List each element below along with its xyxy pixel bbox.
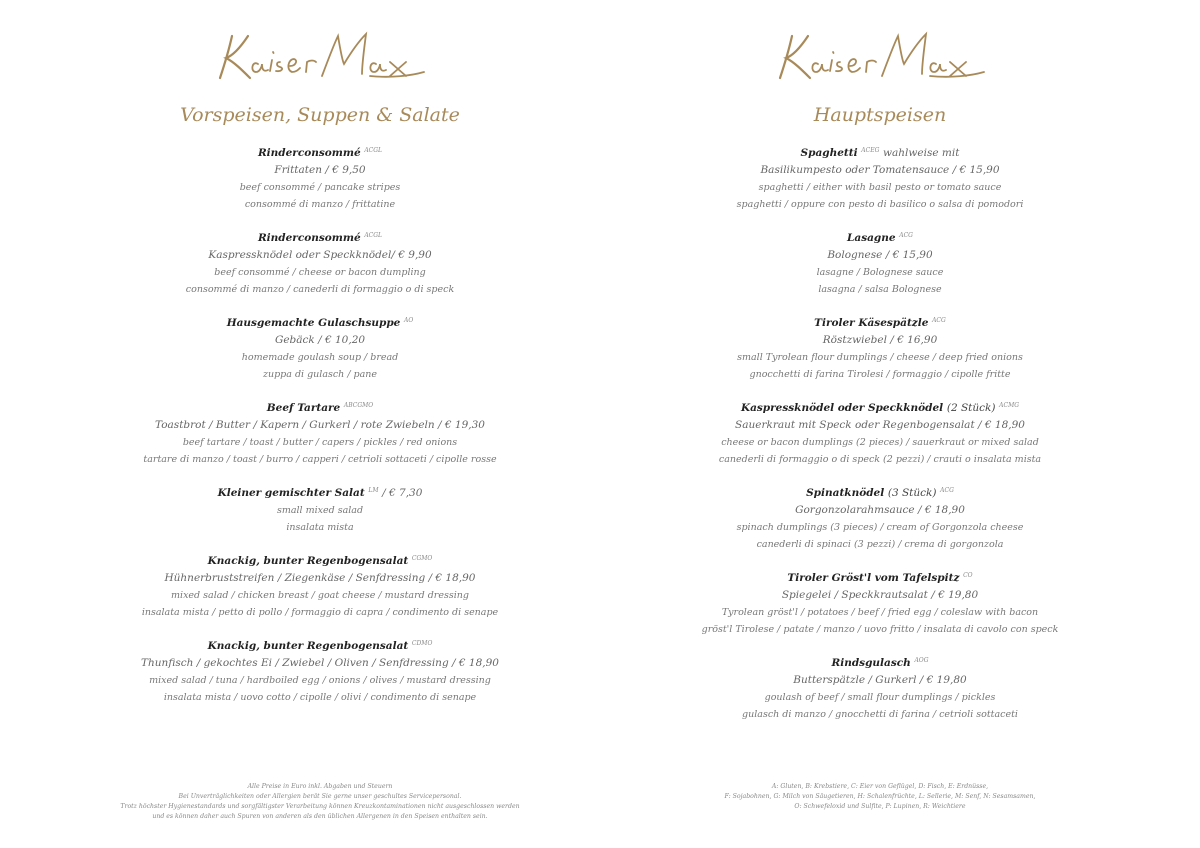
dish-description-de: Frittaten / € 9,50 xyxy=(274,164,366,176)
dish-description-en: lasagne / Bolognese sauce xyxy=(816,267,944,278)
dish-heading xyxy=(600,567,1160,587)
dish-description-de: Gebäck / € 10,20 xyxy=(274,334,366,346)
allergen-codes: AOG xyxy=(914,657,929,664)
allergen-legend xyxy=(600,782,1160,812)
dish-description-it: gröst'l Tirolese / patate / manzo / uovo fritto / insalata di cavolo con speck xyxy=(701,624,1059,635)
allergen-codes: ACG xyxy=(899,232,913,239)
menu-item xyxy=(600,567,1160,638)
price-allergy-notice xyxy=(40,782,600,822)
dish-description-de: Basilikumpesto oder Tomatensauce / € 15,90 xyxy=(760,164,1000,176)
dish-description-en: mixed salad / chicken breast / goat cheese / mustard dressing xyxy=(171,590,469,601)
dish-description-de: Toastbrot / Butter / Kapern / Gurkerl / rote Zwiebeln / € 19,30 xyxy=(155,419,485,431)
dish-description-en: Tyrolean gröst'l / potatoes / beef / fried egg / coleslaw with bacon xyxy=(721,607,1039,618)
allergen-codes: ACGL xyxy=(364,232,383,239)
allergen-codes: ABCGMO xyxy=(343,402,374,409)
dish-name: Rindsgulasch xyxy=(831,657,911,669)
dish-heading xyxy=(600,397,1160,417)
dish-description-de: Sauerkraut mit Speck oder Regenbogensalat / € 18,90 xyxy=(735,419,1025,431)
allergen-codes: CO xyxy=(963,572,973,579)
dish-name: Spinatknödel xyxy=(806,487,885,499)
footer-line: Bei Unverträglichkeiten oder Allergien berät Sie gerne unser geschultes Servicepersonal. xyxy=(178,793,462,800)
dish-description-it: consommé di manzo / frittatine xyxy=(244,199,396,210)
allergen-codes: CGMO xyxy=(411,555,433,562)
menu-item xyxy=(600,397,1160,468)
footer-line: F: Sojabohnen, G: Milch von Säugetieren, H: Schalenfrüchte, L: Sellerie, M: Senf, N: Sesamsamen, xyxy=(724,793,1036,800)
dish-suffix: wahlweise mit xyxy=(883,147,960,159)
dish-description-en: goulash of beef / small flour dumplings / pickles xyxy=(764,692,996,703)
menu-item xyxy=(40,397,600,468)
dish-name: Spaghetti xyxy=(800,147,858,159)
mains-list xyxy=(600,142,1160,723)
menu-item xyxy=(600,227,1160,298)
dish-description-de: Spiegelei / Speckkrautsalat / € 19,80 xyxy=(781,589,979,601)
footer-line: Alle Preise in Euro inkl. Abgaben und Steuern xyxy=(247,783,393,790)
dish-heading xyxy=(40,482,600,502)
dish-description-de: Hühnerbruststreifen / Ziegenkäse / Senfdressing / € 18,90 xyxy=(164,572,476,584)
allergen-codes: ACGL xyxy=(364,147,383,154)
dish-heading xyxy=(600,312,1160,332)
dish-description-de: Kaspressknödel oder Speckknödel/ € 9,90 xyxy=(208,249,432,261)
dish-heading xyxy=(600,482,1160,502)
allergen-codes: AO xyxy=(404,317,414,324)
dish-heading xyxy=(40,312,600,332)
starters-list xyxy=(40,142,600,706)
dish-description-it: insalata mista / uovo cotto / cipolle / olivi / condimento di senape xyxy=(163,692,477,703)
dish-heading xyxy=(40,397,600,417)
dish-heading xyxy=(40,550,600,570)
dish-description-it: insalata mista xyxy=(286,522,354,533)
dish-name: Lasagne xyxy=(847,232,896,244)
dish-description-en: beef consommé / pancake stripes xyxy=(239,182,401,193)
dish-name: Tiroler Gröst'l vom Tafelspitz xyxy=(787,572,960,584)
dish-name: Knackig, bunter Regenbogensalat xyxy=(207,640,409,652)
dish-description-en: small Tyrolean flour dumplings / cheese / deep fried onions xyxy=(737,352,1023,363)
allergen-codes: ACG xyxy=(940,487,954,494)
dish-description-it: spaghetti / oppure con pesto di basilico o salsa di pomodori xyxy=(736,199,1024,210)
allergen-codes: CDMO xyxy=(411,640,433,647)
allergen-codes: ACG xyxy=(932,317,946,324)
section-title-mains: Hauptspeisen xyxy=(813,104,947,126)
dish-name: Rinderconsommé xyxy=(257,232,361,244)
dish-description-it: tartare di manzo / toast / burro / capperi / cetrioli sottaceti / cipolle rosse xyxy=(143,454,497,465)
dish-name: Kleiner gemischter Salat xyxy=(217,487,365,499)
menu-item xyxy=(600,312,1160,383)
kaisermax-logo xyxy=(40,24,600,86)
dish-description-it: canederli di spinaci (3 pezzi) / crema di gorgonzola xyxy=(756,539,1004,550)
menu-item xyxy=(40,227,600,298)
dish-name: Beef Tartare xyxy=(266,402,341,414)
footer-line: O: Schwefeloxid und Sulfite, P: Lupinen, R: Weichtiere xyxy=(794,803,966,810)
menu-item xyxy=(40,550,600,621)
dish-description-en: homemade goulash soup / bread xyxy=(241,352,399,363)
dish-heading xyxy=(600,652,1160,672)
dish-description-it: zuppa di gulasch / pane xyxy=(262,369,378,380)
menu-item xyxy=(600,652,1160,723)
footer-line: A: Gluten, B: Krebstiere, C: Eier von Geflügel, D: Fisch, E: Erdnüsse, xyxy=(771,783,989,790)
dish-description-it: lasagna / salsa Bolognese xyxy=(818,284,942,295)
menu-item xyxy=(600,142,1160,213)
menu-item xyxy=(40,635,600,706)
dish-name: Hausgemachte Gulaschsuppe xyxy=(226,317,401,329)
dish-quantity: (2 Stück) xyxy=(946,402,996,414)
dish-description-it: canederli di formaggio o di speck (2 pezzi) / crauti o insalata mista xyxy=(718,454,1042,465)
dish-description-en: beef consommé / cheese or bacon dumpling xyxy=(214,267,426,278)
dish-description-it: consommé di manzo / canederli di formaggio o di speck xyxy=(185,284,455,295)
allergen-codes: ACEG xyxy=(861,147,880,154)
dish-description-en: beef tartare / toast / butter / capers / pickles / red onions xyxy=(182,437,458,448)
dish-description-de: Bolognese / € 15,90 xyxy=(827,249,933,261)
dish-description-en: mixed salad / tuna / hardboiled egg / onions / olives / mustard dressing xyxy=(149,675,491,686)
dish-description-de: Gorgonzolarahmsauce / € 18,90 xyxy=(795,504,965,516)
menu-item xyxy=(600,482,1160,553)
dish-description-de: Thunfisch / gekochtes Ei / Zwiebel / Oliven / Senfdressing / € 18,90 xyxy=(141,657,499,669)
dish-description-it: insalata mista / petto di pollo / formaggio di capra / condimento di senape xyxy=(141,607,499,618)
allergen-codes: ACMG xyxy=(999,402,1020,409)
dish-heading xyxy=(600,142,1160,162)
kaisermax-logo xyxy=(600,24,1160,86)
dish-description-it: gulasch di manzo / gnocchetti di farina / cetrioli sottaceti xyxy=(742,709,1018,720)
dish-heading xyxy=(600,227,1160,247)
section-title-starters: Vorspeisen, Suppen & Salate xyxy=(180,104,460,126)
menu-item xyxy=(40,142,600,213)
allergen-codes: LM xyxy=(368,487,379,494)
dish-description-de: Butterspätzle / Gurkerl / € 19,80 xyxy=(793,674,967,686)
dish-name: Knackig, bunter Regenbogensalat xyxy=(207,555,409,567)
dish-heading xyxy=(40,227,600,247)
dish-description-en: spaghetti / either with basil pesto or tomato sauce xyxy=(758,182,1002,193)
dish-name: Rinderconsommé xyxy=(257,147,361,159)
footer-line: und es können daher auch Spuren von anderen als den üblichen Allergenen in den Speisen enthalten sein. xyxy=(152,813,488,820)
dish-heading xyxy=(40,142,600,162)
menu-item xyxy=(40,312,600,383)
dish-name: Kaspressknödel oder Speckknödel xyxy=(740,402,944,414)
dish-heading xyxy=(40,635,600,655)
dish-description-en: spinach dumplings (3 pieces) / cream of Gorgonzola cheese xyxy=(736,522,1024,533)
dish-description-en: small mixed salad xyxy=(276,505,364,516)
dish-description-it: gnocchetti di farina Tirolesi / formaggio / cipolle fritte xyxy=(749,369,1011,380)
right-page xyxy=(600,0,1160,848)
dish-description-de: Röstzwiebel / € 16,90 xyxy=(822,334,938,346)
dish-suffix: / € 7,30 xyxy=(382,487,423,499)
left-page xyxy=(40,0,600,848)
menu-item xyxy=(40,482,600,536)
dish-quantity: (3 Stück) xyxy=(887,487,937,499)
dish-description-en: cheese or bacon dumplings (2 pieces) / sauerkraut or mixed salad xyxy=(721,437,1039,448)
dish-name: Tiroler Käsespätzle xyxy=(814,317,929,329)
footer-line: Trotz höchster Hygienestandards und sorgfältigster Verarbeitung können Kreuzkontaminationen nicht ausgeschlossen werden xyxy=(120,803,520,810)
